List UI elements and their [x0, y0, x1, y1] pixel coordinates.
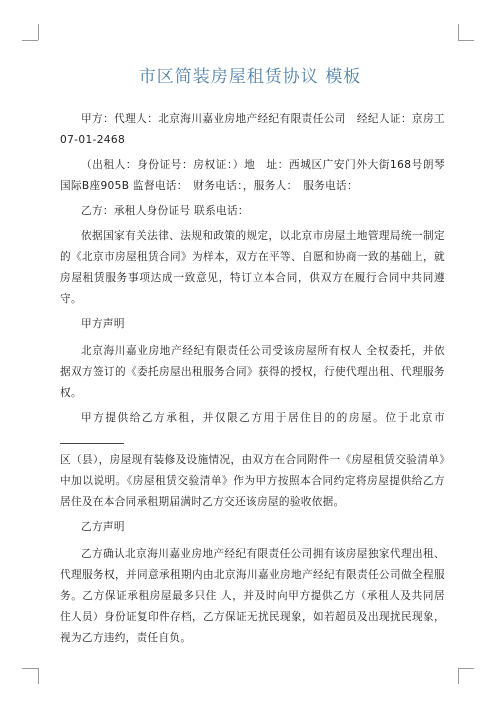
- property-text-rest: 区（县），房屋现有装修及设施情况，由双方在合同附件一《房屋租赁交验清单》中加以说明。《房屋租赁交验清单》作为甲方按照本合同约定将房屋提供给乙方居住及在本合同承租期届满时乙方交还该房屋的验收依据。: [60, 454, 445, 508]
- party-b-statement-paragraph: 乙方确认北京海川嘉业房地产经纪有限责任公司拥有该房屋独家代理出租、代理服务权，并同意承租期内由北京海川嘉业房地产经纪有限责任公司做全程服务。乙方保证承租房屋最多只住 人，并及时向甲方提供乙方（承租人及共同居住人员）身份证复印件存档，乙方保证无扰民现象，如若超员及出现扰民现象，视为乙方违约，责任自负。: [60, 548, 445, 644]
- property-text-start: 甲方提供给乙方承租，并仅限乙方用于居住目的的房屋。位于北京市: [81, 412, 445, 424]
- crop-mark-top-left: [22, 40, 38, 41]
- crop-mark-top-right: [458, 40, 474, 41]
- crop-mark-bottom-left: [22, 668, 38, 669]
- party-a-statement-paragraph: 北京海川嘉业房地产经纪有限责任公司受该房屋所有权人 全权委托，并依据双方签订的《委托房屋出租服务合同》获得的授权，行使代理出租、代理服务权。: [60, 345, 445, 399]
- party-a-paragraph: 甲方：代理人：北京海川嘉业房地产经纪有限责任公司 经纪人证：京房工 07-01-2468: [60, 113, 445, 146]
- document-body: [60, 109, 445, 653]
- party-b-paragraph: 乙方：承租人身份证号 联系电话：: [81, 205, 249, 217]
- crop-mark-bottom-right: [458, 668, 474, 669]
- crop-mark-bottom-right: [458, 668, 459, 684]
- property-paragraph: [60, 408, 445, 513]
- crop-mark-bottom-left: [38, 668, 39, 684]
- address-blank: [60, 431, 124, 444]
- lessor-info-paragraph: （出租人：身份证号：房权证：）地 址：西城区广安门外大街168号朗琴国际B座905B 监督电话： 财务电话：，服务人： 服务电话：: [60, 159, 445, 192]
- document-title: 市区简装房屋租赁协议 模板: [138, 67, 362, 87]
- legal-basis-paragraph: 依据国家有关法律、法规和政策的规定，以北京市房屋土地管理局统一制定的《北京市房屋租赁合同》为样本，双方在平等、自愿和协商一致的基础上，就房屋租赁服务事项达成一致意见，特订立本合同，供双方在履行合同中共同遵守。: [60, 230, 445, 305]
- crop-mark-top-right: [458, 24, 459, 40]
- party-b-statement-heading: 乙方声明: [81, 521, 125, 533]
- crop-mark-top-left: [38, 24, 39, 40]
- party-a-statement-heading: 甲方声明: [81, 318, 125, 330]
